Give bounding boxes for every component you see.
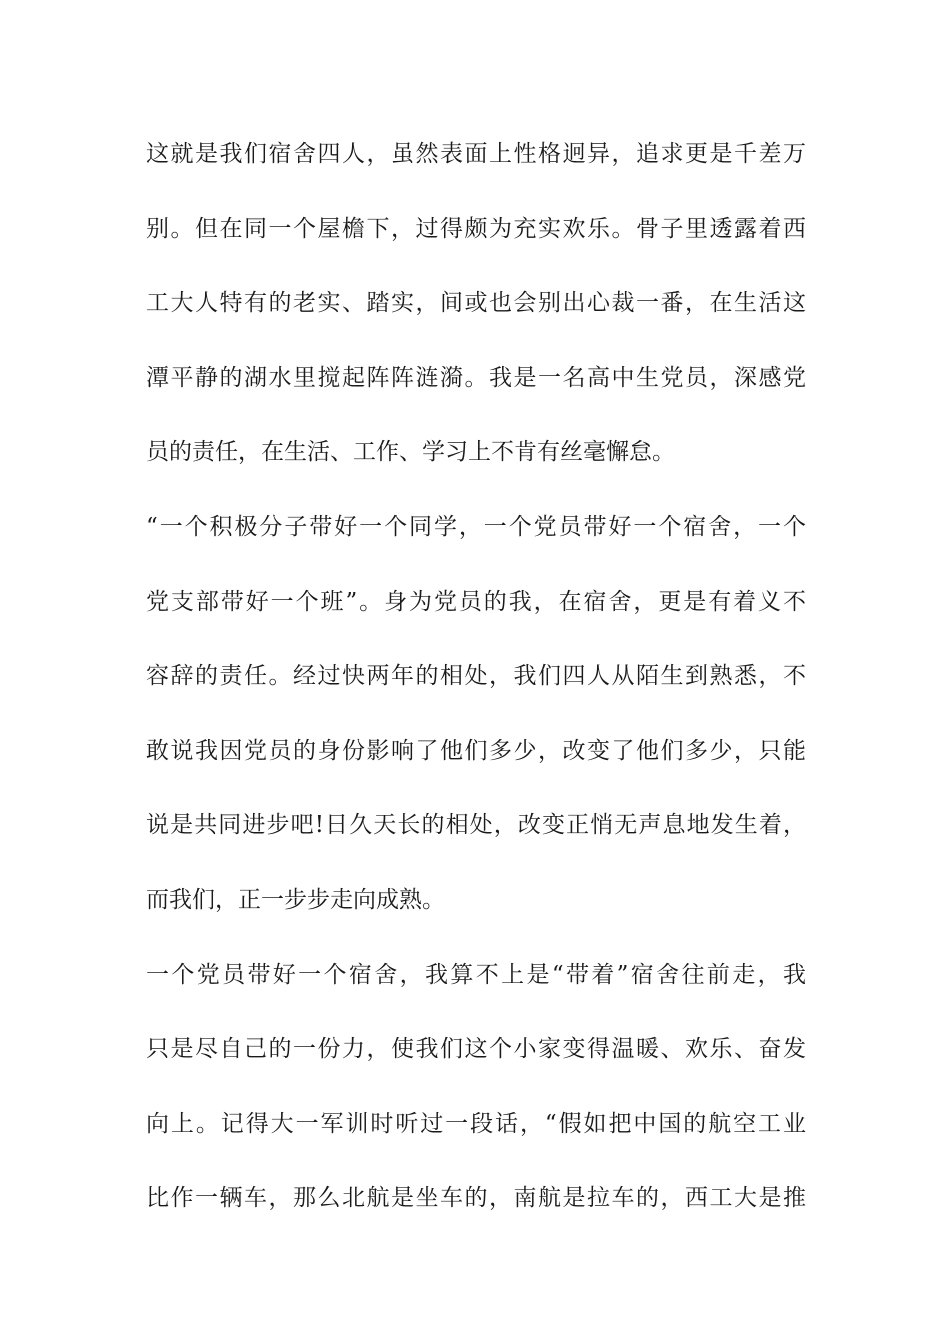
text-line: 向上。记得大一军训时听过一段话，“假如把中国的航空工业 (146, 1110, 806, 1137)
text-line: 别。但在同一个屋檐下，过得颇为充实欢乐。骨子里透露着西 (146, 215, 806, 242)
text-line: 工大人特有的老实、踏实，间或也会别出心裁一番，在生活这 (146, 290, 806, 317)
text-line: 党支部带好一个班”。身为党员的我，在宿舍，更是有着义不 (146, 588, 806, 615)
text-line: 只是尽自己的一份力，使我们这个小家变得温暖、欢乐、奋发 (146, 1036, 806, 1063)
text-line: 敢说我因党员的身份影响了他们多少，改变了他们多少，只能 (146, 737, 806, 764)
text-line: 容辞的责任。经过快两年的相处，我们四人从陌生到熟悉，不 (146, 663, 806, 690)
text-line: “一个积极分子带好一个同学，一个党员带好一个宿舍，一个 (146, 513, 806, 540)
text-line: 这就是我们宿舍四人，虽然表面上性格迥异，追求更是千差万 (146, 141, 806, 167)
text-line: 比作一辆车，那么北航是坐车的，南航是拉车的，西工大是推 (146, 1185, 806, 1212)
text-line: 员的责任，在生活、工作、学习上不肯有丝毫懈怠。 (146, 439, 675, 466)
text-line: 潭平静的湖水里搅起阵阵涟漪。我是一名高中生党员，深感党 (146, 364, 806, 391)
text-line: 说是共同进步吧!日久天长的相处，改变正悄无声息地发生着， (146, 812, 806, 839)
body-text (146, 130, 806, 1249)
text-line: 而我们，正一步步走向成熟。 (146, 886, 445, 913)
text-line: 一个党员带好一个宿舍，我算不上是“带着”宿舍往前走，我 (146, 961, 806, 988)
